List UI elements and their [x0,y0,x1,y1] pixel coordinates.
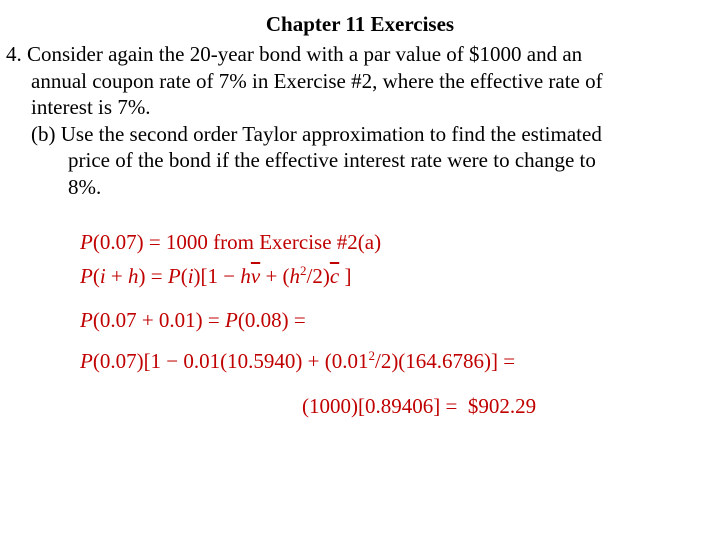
problem-line-6: 8%. [68,174,102,199]
problem-line-5: price of the bond if the effective interest rate were to change to [68,148,596,172]
solution-line-2-taylor-formula: $P(i + h) = P(i)[1 - h\overline{v} + (h^2/2)\overline{c}$ ] [80,263,352,288]
solution-line-4: $P(0.07)[1 - 0.01(10.5940) + (0.01^2/2)(164.6786)]$ = [80,348,516,373]
problem-line-4: (b) Use the second order Taylor approximation to find the estimated [31,121,602,146]
problem-statement [6,41,696,200]
problem-line-2: annual coupon rate of 7% in Exercise #2, where the effective rate of [31,68,603,93]
problem-line-3: interest is 7%. [31,95,151,119]
slide-title: Chapter 11 Exercises [265,12,455,36]
solution-result: (1000)[0.89406] = $902.29 [302,394,537,418]
solution-line-1: P(0.07) = 1000 from Exercise #2(a) [80,230,382,254]
problem-line-1: 4. Consider again the 20-year bond with a par value of $1000 and an [6,42,583,66]
solution-line-3: P(0.07 + 0.01) = P(0.08) = [80,308,306,332]
